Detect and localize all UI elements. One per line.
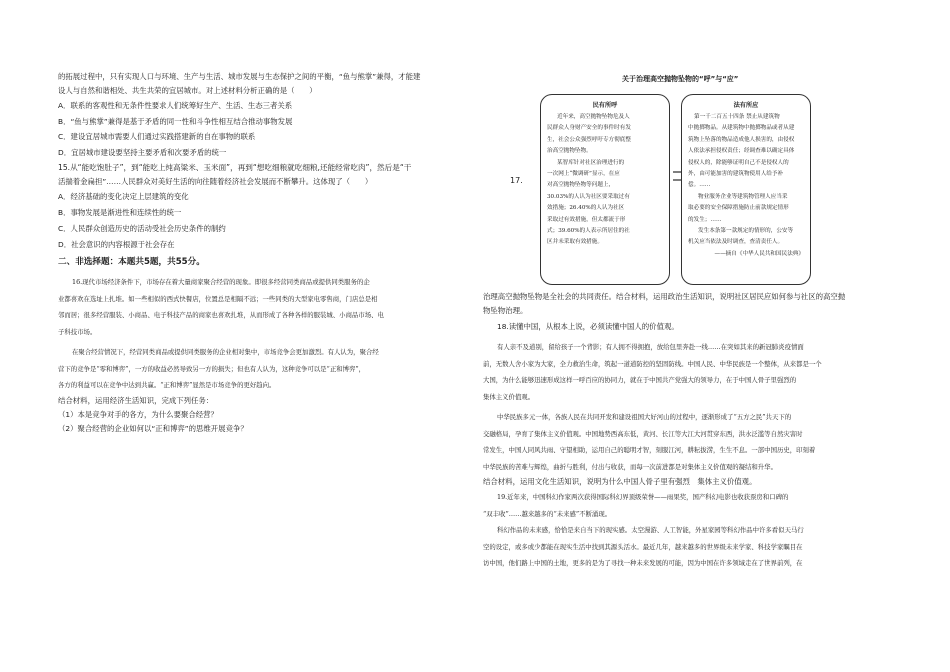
q19-question-line: “双丰收”……越来越多的“未来感”不断涌现。 [483, 509, 612, 518]
box-line: 近年来，高空抛物坠物危及人 [557, 114, 630, 120]
box-line: 中抛掷物品。从建筑物中抛掷物品或者从建 [688, 125, 795, 132]
left-column [58, 70, 466, 436]
box-line: 机关应当依法及时调查，查清责任人。 [688, 239, 784, 246]
q18-paragraph-line: 集体主义价值观。 [483, 392, 535, 401]
q15-option-d: D．社会意识的内容根源于社会存在 [58, 240, 175, 249]
box-line: 第一千二百五十四条 禁止从建筑物 [694, 114, 780, 120]
q14-text-line: 设人与自然和谐相处、共生共荣的宜居城市。对上述材料分析正确的是（ ） [58, 86, 317, 95]
q18-paragraph-line: 前，无数人舍小家为大家，全力救治生命，筑起一道道防控的坚固防线。中国人民、中华民族是一个整体，从来都是一个 [483, 359, 822, 368]
q16-paragraph-line: 16.现代市场经济条件下，市场存在着大量商家聚合经营的现象。即很多经营同类商品或提供同类服务的企 [72, 278, 370, 286]
q15-question-line: 15.从“能吃饱肚子”，到“能吃上纯高粱米、玉米面”，再到“想吃细粮就吃细粮,还能经常吃肉”，然后是“干 [58, 163, 412, 172]
q16-paragraph-line: 子科技市场。 [58, 327, 97, 336]
q17-figure-title: 关于治理高空抛物坠物的“呼”与“应” [622, 75, 739, 83]
box-line: 偿。…… [688, 182, 711, 189]
box-line: 筑物上坠落的物品造成他人损害的，由侵权 [688, 136, 795, 143]
q16-paragraph-line: 营下的竞争是“零和博弈”，一方的收益必然导致另一方的损失；但也有人认为，这种竞争可以是“正和博弈”， [58, 364, 366, 373]
q16-task-1: （1）本是竞争对手的各方，为什么要聚合经营？ [58, 409, 218, 419]
box-line: 物业服务企业等建筑物管理人应当采 [698, 193, 788, 200]
q15-option-c: C．人民群众创造历史的活动受社会历史条件的制约 [58, 224, 226, 233]
box-source: ——摘自《中华人民共和国民法典》 [714, 250, 804, 257]
box-line: 民群众人身财产安全的事件时有发 [547, 125, 631, 132]
q14-option-a: A．联系的客观性和无条件性要求人们统筹好生产、生活、生态三者关系 [58, 101, 293, 110]
box-line: 一次网上“微调研”显示，在应 [547, 171, 620, 178]
box-line: 治高空抛物坠物。 [547, 148, 592, 155]
box-line: 某智库针对社区治理进行的 [557, 159, 625, 166]
q18-paragraph-line: 有人亲不及道别，留给孩子一个背影；有人拥不得拥抱，放给包里奔赴一线……在突如其来的新冠肺炎疫情面 [497, 343, 804, 351]
q14-text-line: 的拓展过程中，只有实现人口与环境、生产与生活、城市发展与生态保护之间的平衡，“鱼与熊掌”兼得，才能建 [58, 72, 421, 81]
box-heading: 民有所呼 [592, 102, 618, 109]
box-line: 区并未采取有效措施。 [547, 239, 603, 246]
box-line: 的发生；…… [688, 216, 722, 223]
q19-paragraph-line: 科幻作品的未来感，恰恰是来自当下的现实感。太空漫游、人工智能，外星家园等科幻作品中许多看似天马行 [497, 526, 804, 534]
box-line: 外，由可能加害的建筑物使用人给予补 [688, 171, 784, 178]
q17-question-line: 物坠物治理。 [483, 306, 528, 315]
q19-paragraph-line: 访中国，他们路上中国的土地，更多的是为了寻找一种未来发展的可能，因为中国在许多领域走在了世界前列，在 [483, 559, 803, 567]
q16-task-2: （2）聚合经营的企业如何以“正和博弈”的思维开展竞争？ [58, 423, 248, 433]
q16-paragraph-line: 在聚合经营情况下，经营同类商品或提供同类服务的企业相对集中，市场竞争会更加激烈。有人认为，聚合经 [72, 348, 379, 356]
box-line: 式；39.60%的人表示所居住的社 [547, 228, 630, 235]
box-line: 侵权人的，除能够证明自己不是侵权人的 [688, 159, 789, 166]
section-heading: 二、非选择题：本题共5题，共55分。 [58, 257, 205, 267]
q17-question-line: 治理高空抛物坠物是全社会的共同责任。结合材料，运用政治生活知识，说明社区居民应如何参与社区的高空抛 [483, 292, 846, 301]
q17-box-law-response [681, 94, 811, 285]
q17-box-public-call [540, 94, 670, 285]
box-line: 效措施；26.40%的人认为社区 [547, 205, 625, 212]
q15-option-a: A．经济基础的变化决定上层建筑的变化 [58, 192, 189, 201]
box-heading: 法有所应 [733, 102, 759, 109]
q16-paragraph-line: 各方的利益可以在竞争中达到共赢。“正和博弈”显然是市场竞争的更好趋向。 [58, 381, 276, 389]
q14-option-b: B．“鱼与熊掌”兼得是基于矛盾的同一性和斗争性相互结合推动事物发展 [58, 116, 293, 126]
q18-paragraph-line: 常发生，中国人同风共雨、守望相助，运用自己的聪明才智，刻服江河，耕耘拔涝，生生不息。一部中国历史，印刻着 [483, 446, 816, 454]
box-line: 生，社会公众强烈呼吁专方彻底整 [547, 136, 631, 143]
box-line: 对高空抛物坠物等问题上， [547, 182, 615, 189]
q19-question-line: 19.近年来，中国科幻作家两次获得国际科幻界顶级荣誉——雨果奖，国产科幻电影也收获票房和口碑的 [497, 493, 789, 501]
q14-option-d: D．宜居城市建设要坚持主要矛盾和次要矛盾的统一 [58, 147, 227, 157]
q18-paragraph-line: 交融格局，孕育了集体主义价值观。中国地势西高东低，黄河、长江等大江大河贯穿东西，洪水泛滥等自然灾害时 [483, 429, 803, 438]
right-column [483, 290, 898, 572]
q16-paragraph-line: 邻而居；很多经营服装、小商品、电子科技产品的商家也喜欢扎堆，从而形成了各种各样的服装城、小商品市场、电 [58, 311, 384, 319]
q16-paragraph-line: 业都喜欢在选址上扎堆。如一些相似的西式快餐店，位置总是相隔不远；一些同类的大型家电零售商，门店总是相 [58, 294, 378, 303]
q18-paragraph-line: 大国，为什么能够迅速形成这样一呼百应的协同力，就在于中国共产党强大的领导力，在于中国人骨子里强烈的 [483, 376, 797, 384]
q19-paragraph-line: 空的设定，或多或少都能在现实生活中找到其源头活水。最近几年，越来越多的世界级未来学家、科技学家瞩目在 [483, 542, 803, 551]
box-line: 发生本条第一款规定的情形的，公安等 [698, 228, 794, 235]
q14-option-c: C．建设宜居城市需要人们通过实践搭建新的自在事物的联系 [58, 132, 256, 141]
q16-prompt: 结合材料，运用经济生活知识，完成下列任务： [58, 395, 214, 405]
q17-number: 17. [510, 176, 523, 185]
q18-prompt: 结合材料，运用文化生活知识，说明为什么中国人骨子里有强烈 集体主义价值观。 [483, 477, 757, 486]
q18-paragraph-line: 中华民族多元一体，各族人民在共同开发和建设祖国大好河山的过程中，逐渐形成了“五方之民”共天下的 [497, 413, 792, 421]
box-line: 采取过有效措施，但太都流于形 [547, 216, 626, 223]
q15-question-line: 活揣着金扁担”……人民群众对美好生活的向往随着经济社会发展而不断攀升。这体现了（ ） [58, 177, 373, 186]
box-line: 取必要的安全保障措施防止前款规定情形 [688, 205, 789, 212]
box-line: 30.03%的人认为社区要采取过有 [547, 193, 630, 200]
q18-heading: 18.读懂中国，从根本上说，必须读懂中国人的价值观。 [497, 322, 679, 331]
q18-paragraph-line: 中华民族的苦难与辉煌，曲折与胜利，付出与收获，而每一次前进都是对集体主义价值观的凝结和升华。 [483, 462, 777, 471]
q15-option-b: B．事物发展是渐进性和连续性的统一 [58, 208, 182, 217]
box-line: 人依法承担侵权责任；经调查难以确定具体 [688, 148, 795, 155]
